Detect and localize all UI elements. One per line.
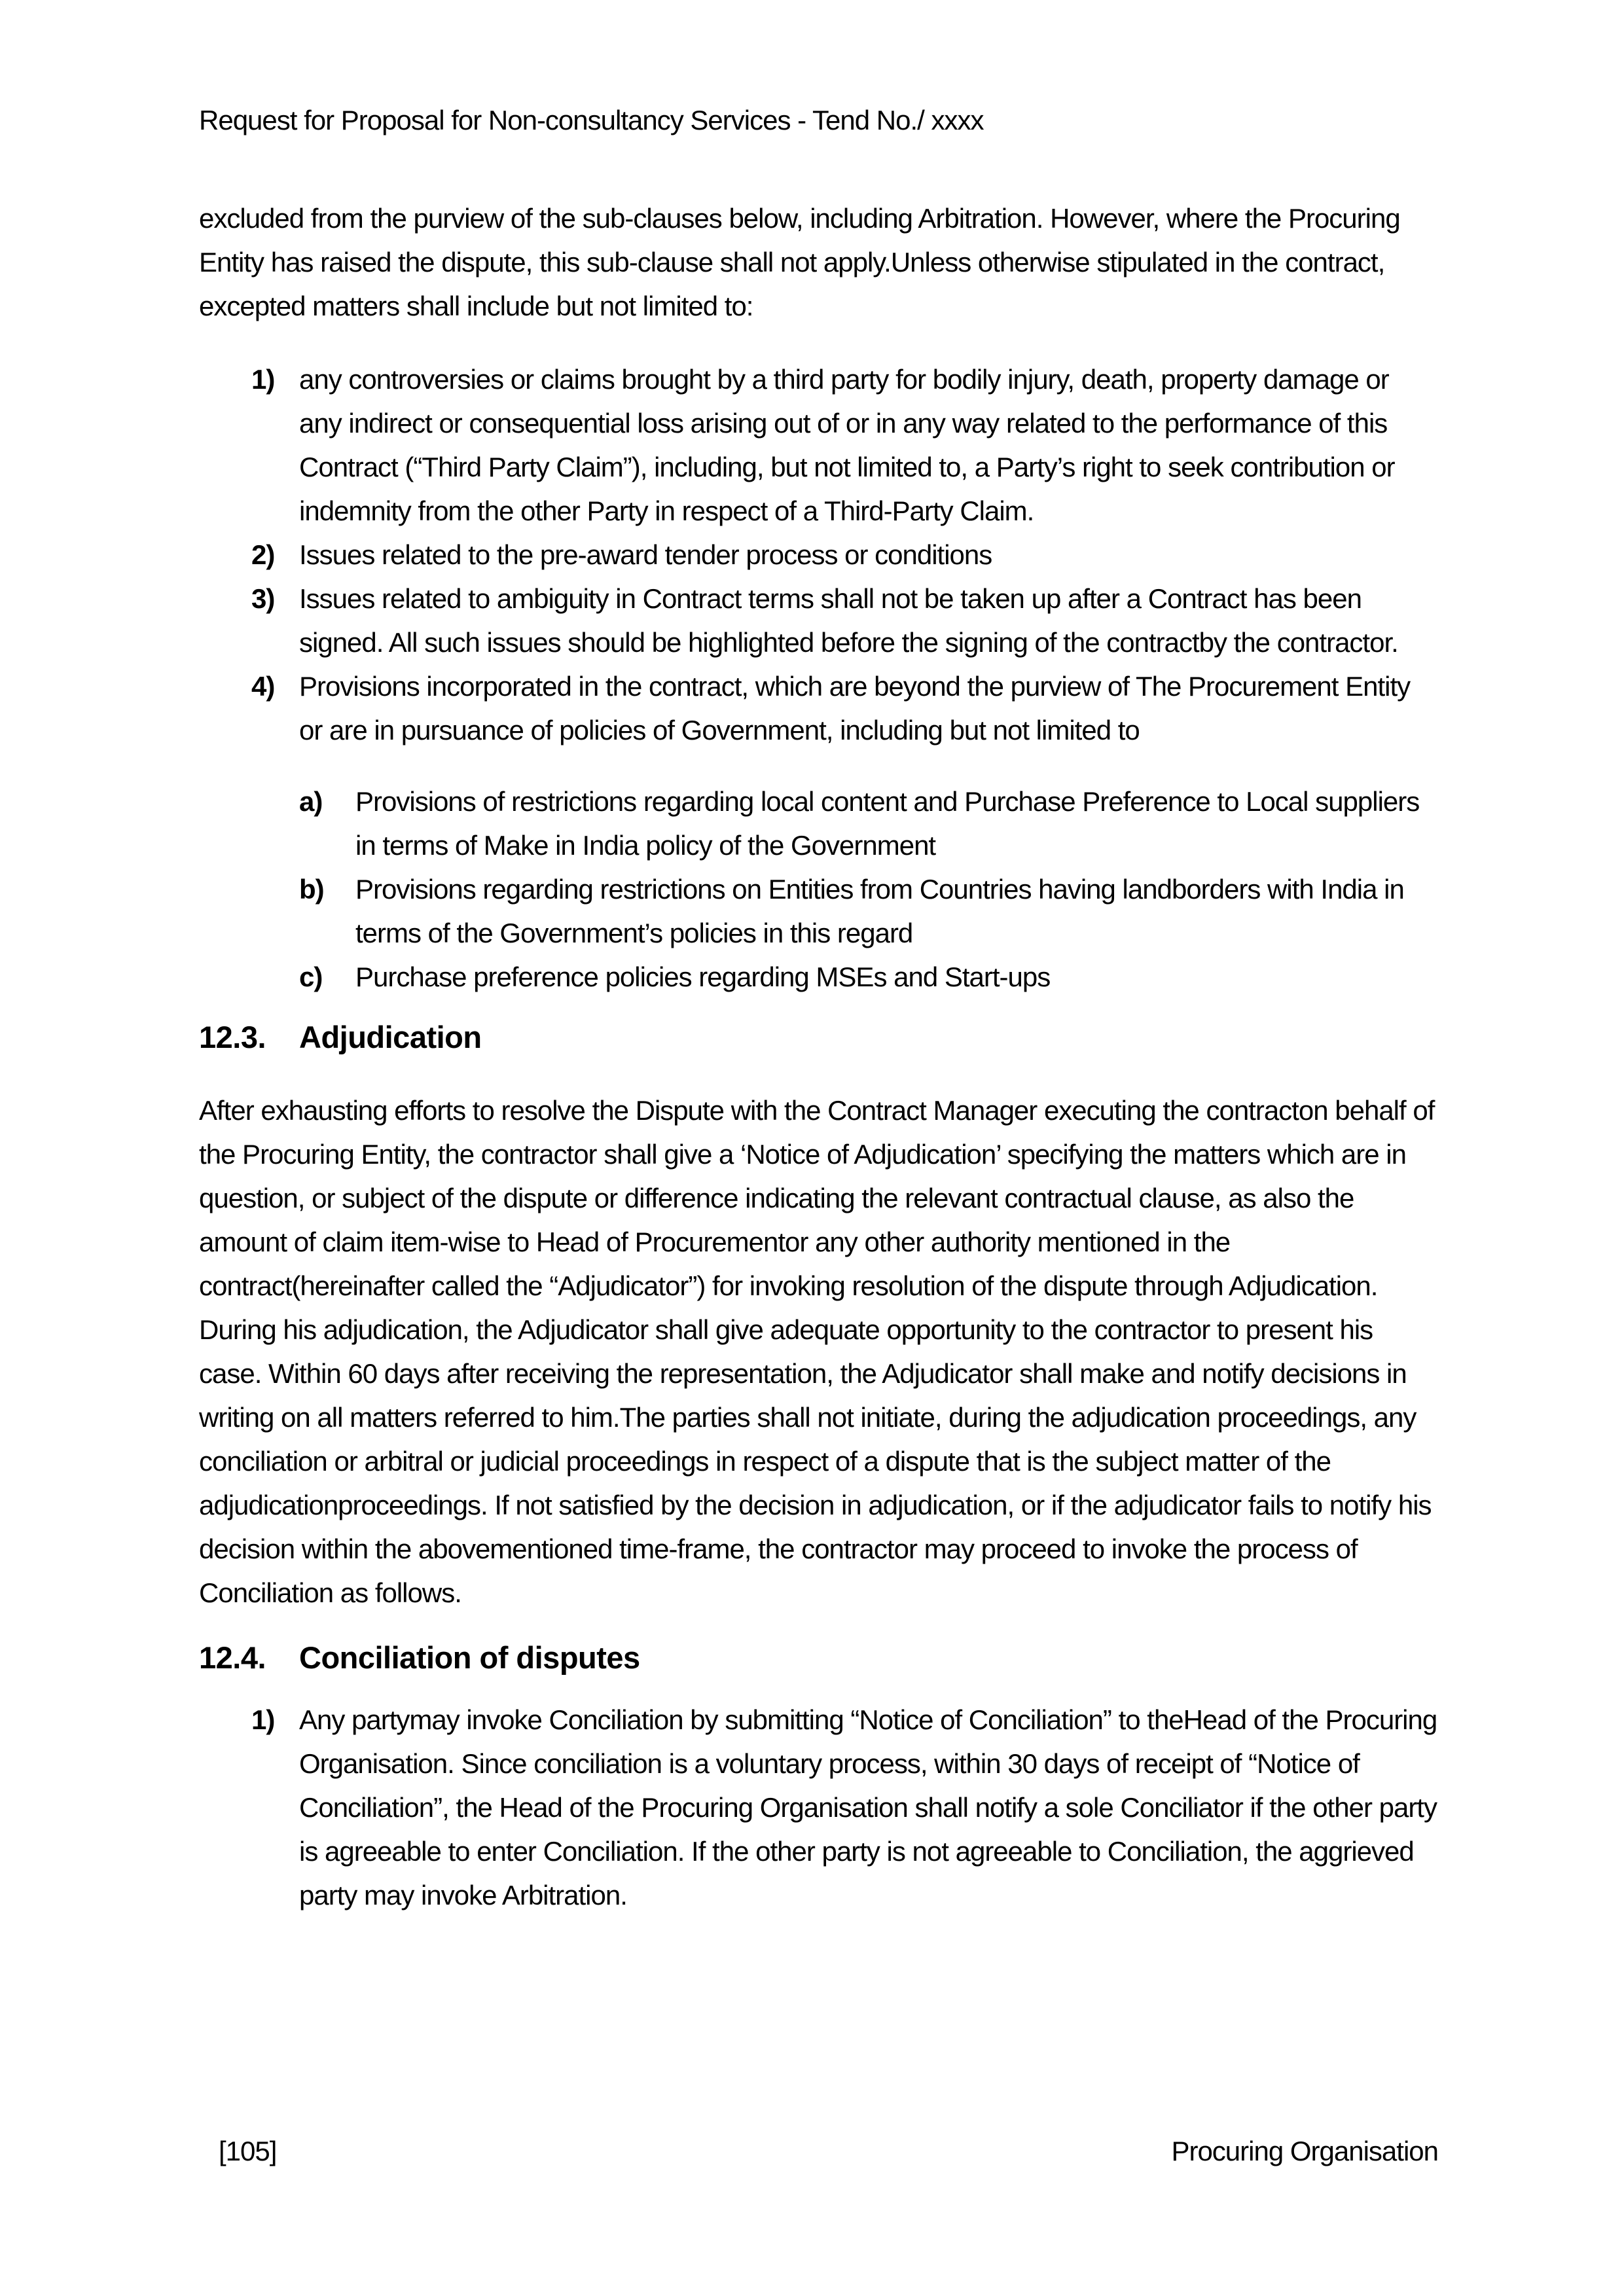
list-item-text: Any partymay invoke Conciliation by submitting “Notice of Conciliation” to theHead of the Procuring Organisation. Since conciliation is a voluntary process, within 30 days of receipt of “Notice of Conciliation”, the Head of the Procuring Organisation shall notify a sole Conciliator if the other party is agreeable to enter Conciliation. If the other party is not agreeable to Conciliation, the aggrieved party may invoke Arbitration. <box>299 1704 1437 1910</box>
section-heading-adjudication <box>199 1015 1438 1059</box>
list-item <box>199 780 1438 867</box>
page-header: Request for Proposal for Non-consultancy Services - Tend No./ xxxx <box>199 105 984 135</box>
list-marker: 1) <box>251 364 275 395</box>
section-title: Adjudication <box>299 1020 482 1054</box>
list-item <box>199 955 1438 999</box>
list-marker: a) <box>299 786 323 817</box>
list-item-text: Provisions of restrictions regarding local content and Purchase Preference to Local suppliers in terms of Make in India policy of the Government <box>355 786 1420 861</box>
section-number: 12.4. <box>199 1640 266 1675</box>
list-marker: c) <box>299 961 323 992</box>
list-marker: b) <box>299 874 324 905</box>
page-footer <box>199 2129 1438 2173</box>
list-item <box>199 867 1438 955</box>
list-item <box>199 664 1438 752</box>
excepted-matters-list <box>199 357 1438 752</box>
policy-sub-list <box>199 780 1438 999</box>
list-marker: 4) <box>251 671 275 702</box>
list-marker: 1) <box>251 1704 275 1735</box>
list-item-text: Issues related to ambiguity in Contract terms shall not be taken up after a Contract has been signed. All such issues should be highlighted before the signing of the contractby the contractor. <box>299 583 1398 658</box>
section-title: Conciliation of disputes <box>299 1640 640 1675</box>
adjudication-paragraph: After exhausting efforts to resolve the Dispute with the Contract Manager executing the contracton behalf of the Procuring Entity, the contractor shall give a ‘Notice of Adjudication’ specifying the matters which are in question, or subject of the dispute or difference indicating the relevant contractual clause, as also the amount of claim item-wise to Head of Procurementor any other authority mentioned in the contract(hereinafter called the “Adjudicator”) for invoking resolution of the dispute through Adjudication. During his adjudication, the Adjudicator shall give adequate opportunity to the contractor to present his case. Within 60 days after receiving the representation, the Adjudicator shall make and notify decisions in writing on all matters referred to him.The parties shall not initiate, during the adjudication proceedings, any conciliation or arbitral or judicial proceedings in respect of a dispute that is the subject matter of the adjudicationproceedings. If not satisfied by the decision in adjudication, or if the adjudicator fails to notify his decision within the abovementioned time-frame, the contractor may proceed to invoke the process of Conciliation as follows. <box>199 1095 1435 1608</box>
list-marker: 2) <box>251 539 275 570</box>
list-item-text: Provisions incorporated in the contract, which are beyond the purview of The Procurement Entity or are in pursuance of policies of Government, including but not limited to <box>299 671 1411 745</box>
footer-organisation: Procuring Organisation <box>1171 2136 1438 2166</box>
conciliation-list <box>199 1698 1438 1917</box>
list-item <box>199 577 1438 664</box>
list-item-text: Issues related to the pre-award tender process or conditions <box>299 539 992 570</box>
list-item <box>199 357 1438 533</box>
list-item-text: any controversies or claims brought by a third party for bodily injury, death, property damage or any indirect or consequential loss arising out of or in any way related to the performance of this Contract (“Third Party Claim”), including, but not limited to, a Party’s right to seek contribution or indemnity from the other Party in respect of a Third-Party Claim. <box>299 364 1395 526</box>
list-item <box>199 1698 1438 1917</box>
section-heading-conciliation <box>199 1636 1438 1679</box>
list-marker: 3) <box>251 583 275 614</box>
intro-paragraph: excluded from the purview of the sub-clauses below, including Arbitration. However, where the Procuring Entity has raised the dispute, this sub-clause shall not apply.Unless otherwise stipulated in the contract, excepted matters shall include but not limited to: <box>199 203 1400 321</box>
list-item-text: Purchase preference policies regarding MSEs and Start-ups <box>355 961 1051 992</box>
list-item <box>199 533 1438 577</box>
list-item-text: Provisions regarding restrictions on Entities from Countries having landborders with India in terms of the Government’s policies in this regard <box>355 874 1404 948</box>
page-number: [105] <box>219 2136 277 2166</box>
section-number: 12.3. <box>199 1020 266 1054</box>
